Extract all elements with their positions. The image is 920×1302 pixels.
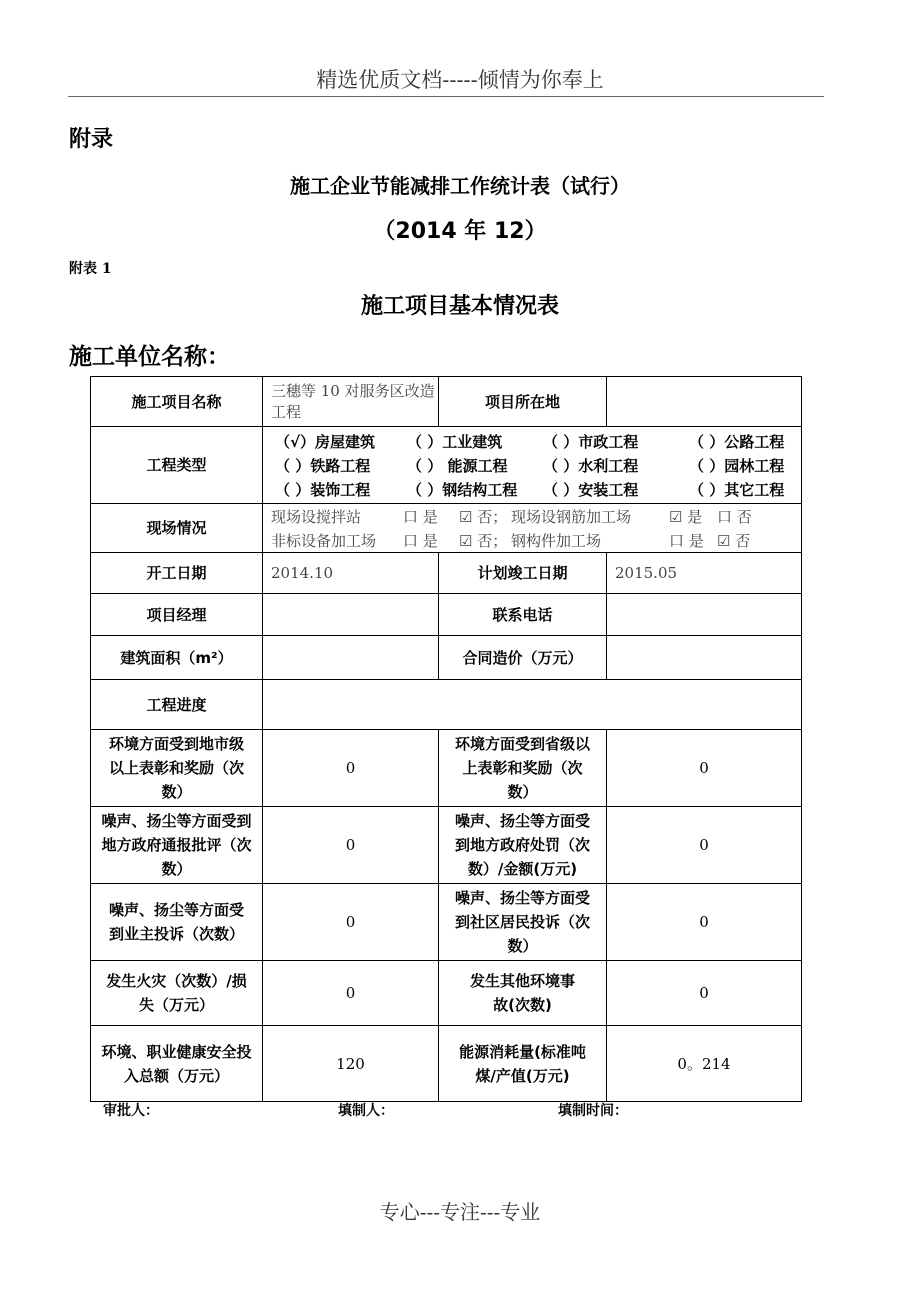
approver-label: 审批人： [103, 1103, 159, 1119]
site-item: 非标设备加工场 [271, 531, 377, 550]
phone-value [607, 594, 802, 636]
site-item: 现场设搅拌站 [271, 507, 362, 526]
filler-label: 填制人： [338, 1103, 394, 1119]
table-row [91, 730, 802, 807]
type-option: （ ）市政工程 [543, 432, 639, 451]
type-option: （ ）钢结构工程 [407, 480, 518, 499]
site-checkbox-no: 口 否 [717, 507, 752, 526]
fill-time-label: 填制时间： [558, 1103, 628, 1119]
gov-penalty-value: 0 [607, 807, 802, 884]
location-value [607, 377, 802, 427]
table-row [91, 504, 802, 553]
table-row [91, 961, 802, 1026]
project-name-value: 三穗等 10 对服务区改造工程 [263, 377, 439, 427]
table-row [91, 1026, 802, 1102]
investment-value: 120 [263, 1026, 439, 1102]
type-option: （ ）工业建筑 [407, 432, 503, 451]
progress-value [263, 680, 802, 730]
energy-consumption-value: 0。214 [607, 1026, 802, 1102]
building-area-label: 建筑面积（m²） [91, 636, 263, 680]
table-row [91, 680, 802, 730]
fire-value: 0 [263, 961, 439, 1026]
site-checkbox-yes: ☑ 是 [669, 507, 703, 526]
project-manager-value [263, 594, 439, 636]
owner-complaint-value: 0 [263, 884, 439, 961]
type-option: （ ）园林工程 [689, 456, 785, 475]
contract-price-label: 合同造价（万元） [439, 636, 607, 680]
project-type-options [263, 427, 802, 504]
project-type-row [275, 453, 795, 477]
type-option: （ ）安装工程 [543, 480, 639, 499]
gov-criticism-label: 噪声、扬尘等方面受到地方政府通报批评（次数） [91, 807, 263, 884]
province-award-label: 环境方面受到省级以上表彰和奖励（次数） [439, 730, 607, 807]
project-name-label: 施工项目名称 [91, 377, 263, 427]
project-type-row [275, 429, 795, 453]
table-row [91, 807, 802, 884]
site-checkbox-no: ☑ 否 [717, 531, 751, 550]
resident-complaint-label: 噪声、扬尘等方面受到社区居民投诉（次数） [439, 884, 607, 961]
table-row [91, 553, 802, 594]
site-checkbox-yes: 口 是 [403, 531, 438, 550]
appendix-heading: 附录 [69, 127, 114, 152]
project-manager-label: 项目经理 [91, 594, 263, 636]
page-footer: 专心---专注---专业 [379, 1200, 541, 1224]
finish-date-label: 计划竣工日期 [439, 553, 607, 594]
site-condition-row [271, 504, 801, 528]
fire-label: 发生火灾（次数）/损失（万元） [91, 961, 263, 1026]
table-row [91, 427, 802, 504]
type-option: （ ）装饰工程 [275, 480, 371, 499]
location-label: 项目所在地 [439, 377, 607, 427]
contract-price-value [607, 636, 802, 680]
gov-criticism-value: 0 [263, 807, 439, 884]
header-divider [68, 96, 824, 97]
site-condition-options [263, 504, 802, 553]
start-date-value: 2014.10 [263, 553, 439, 594]
owner-complaint-label: 噪声、扬尘等方面受到业主投诉（次数） [91, 884, 263, 961]
resident-complaint-value: 0 [607, 884, 802, 961]
phone-label: 联系电话 [439, 594, 607, 636]
subtable-label: 附表 1 [69, 261, 112, 277]
env-accident-value: 0 [607, 961, 802, 1026]
site-condition-label: 现场情况 [91, 504, 263, 553]
type-option: （ ） 能源工程 [407, 456, 508, 475]
energy-consumption-label: 能源消耗量(标准吨煤/产值(万元) [439, 1026, 607, 1102]
start-date-label: 开工日期 [91, 553, 263, 594]
type-option: （ ）公路工程 [689, 432, 785, 451]
table-row [91, 377, 802, 427]
project-type-label: 工程类型 [91, 427, 263, 504]
type-option: （ ）铁路工程 [275, 456, 371, 475]
progress-label: 工程进度 [91, 680, 263, 730]
project-type-row [275, 477, 795, 501]
table-row [91, 594, 802, 636]
table-title: 施工项目基本情况表 [360, 294, 559, 319]
building-area-value [263, 636, 439, 680]
type-option: （ ）其它工程 [689, 480, 785, 499]
site-item: 钢构件加工场 [511, 531, 602, 550]
site-item: 现场设钢筋加工场 [511, 507, 632, 526]
type-option: （ ）水利工程 [543, 456, 639, 475]
site-condition-row [271, 528, 801, 552]
unit-name-label: 施工单位名称： [69, 344, 230, 370]
site-checkbox-yes: 口 是 [403, 507, 438, 526]
gov-penalty-label: 噪声、扬尘等方面受到地方政府处罚（次数）/金额(万元) [439, 807, 607, 884]
finish-date-value: 2015.05 [607, 553, 802, 594]
city-award-value: 0 [263, 730, 439, 807]
project-info-table [90, 376, 802, 1102]
site-checkbox-no: ☑ 否； [459, 531, 508, 550]
site-checkbox-no: ☑ 否； [459, 507, 508, 526]
table-row [91, 884, 802, 961]
province-award-value: 0 [607, 730, 802, 807]
document-title: 施工企业节能减排工作统计表（试行） [290, 174, 630, 198]
type-option: （√）房屋建筑 [275, 432, 376, 451]
city-award-label: 环境方面受到地市级以上表彰和奖励（次数） [91, 730, 263, 807]
site-checkbox-yes: 口 是 [669, 531, 704, 550]
env-accident-label: 发生其他环境事故(次数) [439, 961, 607, 1026]
document-period: （2014 年 12） [373, 219, 547, 244]
table-row [91, 636, 802, 680]
page-header: 精选优质文档-----倾情为你奉上 [316, 68, 604, 92]
investment-label: 环境、职业健康安全投入总额（万元） [91, 1026, 263, 1102]
